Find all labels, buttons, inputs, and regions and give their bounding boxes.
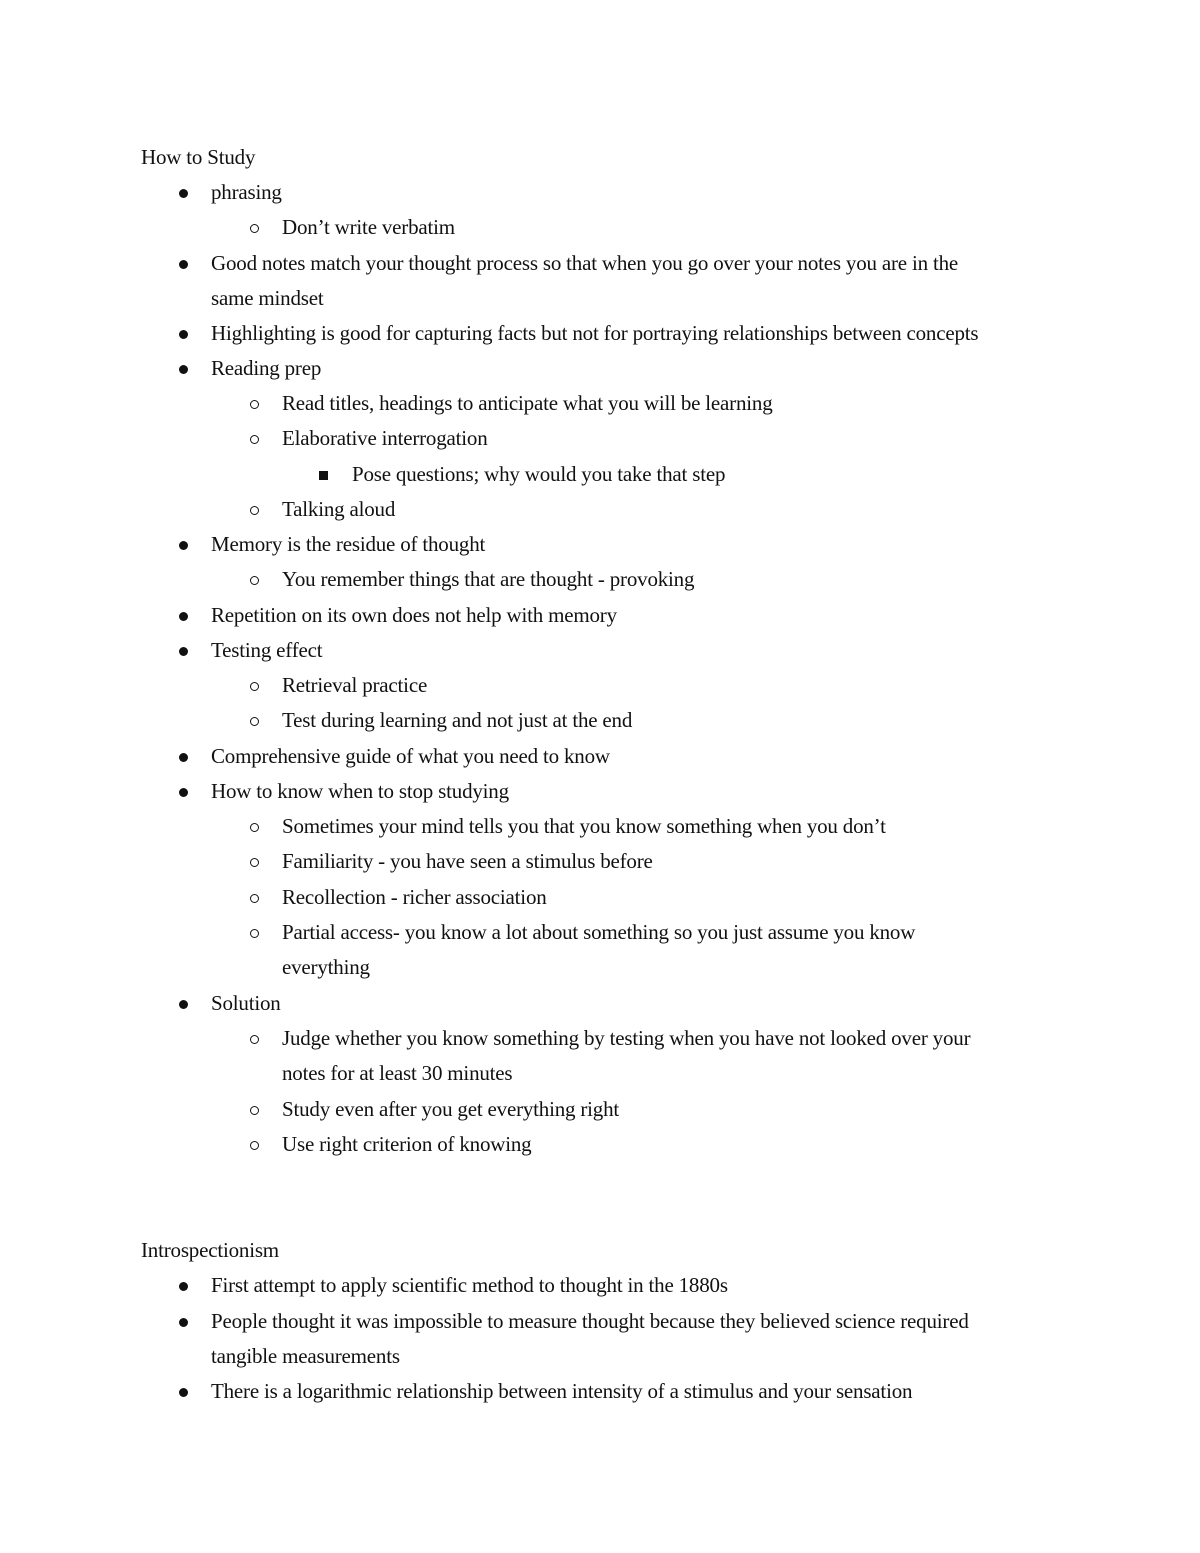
- filled-bullet-icon: [179, 541, 188, 550]
- list-item: Elaborative interrogation: [282, 426, 488, 450]
- list-item: There is a logarithmic relationship between intensity of a stimulus and your sensation: [211, 1379, 913, 1403]
- list-item: Familiarity - you have seen a stimulus before: [282, 849, 653, 873]
- hollow-bullet-icon: [250, 435, 259, 444]
- hollow-bullet-icon: [250, 1035, 259, 1044]
- filled-bullet-icon: [179, 1388, 188, 1397]
- square-bullet-icon: [319, 471, 328, 480]
- hollow-bullet-icon: [250, 823, 259, 832]
- section-heading: Introspectionism: [141, 1238, 279, 1262]
- list-item: Read titles, headings to anticipate what you will be learning: [282, 391, 773, 415]
- list-item: Memory is the residue of thought: [211, 532, 486, 556]
- list-item: Test during learning and not just at the end: [282, 708, 633, 732]
- list-item: phrasing: [211, 180, 282, 204]
- list-item-continuation: tangible measurements: [211, 1344, 400, 1368]
- list-item: You remember things that are thought - provoking: [282, 567, 695, 591]
- list-item-continuation: notes for at least 30 minutes: [282, 1061, 513, 1085]
- filled-bullet-icon: [179, 189, 188, 198]
- filled-bullet-icon: [179, 647, 188, 656]
- filled-bullet-icon: [179, 1282, 188, 1291]
- hollow-bullet-icon: [250, 717, 259, 726]
- list-item: Testing effect: [211, 638, 323, 662]
- hollow-bullet-icon: [250, 224, 259, 233]
- list-item: Use right criterion of knowing: [282, 1132, 532, 1156]
- hollow-bullet-icon: [250, 929, 259, 938]
- list-item: Solution: [211, 991, 281, 1015]
- list-item: Repetition on its own does not help with memory: [211, 603, 617, 627]
- list-item: Pose questions; why would you take that step: [352, 462, 726, 486]
- list-item: Partial access- you know a lot about something so you just assume you know: [282, 920, 916, 944]
- list-item: Reading prep: [211, 356, 322, 380]
- list-item: Recollection - richer association: [282, 885, 547, 909]
- hollow-bullet-icon: [250, 1106, 259, 1115]
- list-item: Study even after you get everything right: [282, 1097, 620, 1121]
- filled-bullet-icon: [179, 365, 188, 374]
- filled-bullet-icon: [179, 1318, 188, 1327]
- list-item: Good notes match your thought process so that when you go over your notes you are in the: [211, 251, 959, 275]
- list-item: Don’t write verbatim: [282, 215, 455, 239]
- list-item: Retrieval practice: [282, 673, 428, 697]
- filled-bullet-icon: [179, 788, 188, 797]
- list-item: Talking aloud: [282, 497, 396, 521]
- list-item: Comprehensive guide of what you need to know: [211, 744, 610, 768]
- list-item: People thought it was impossible to measure thought because they believed science required: [211, 1309, 969, 1333]
- filled-bullet-icon: [179, 612, 188, 621]
- list-item: Sometimes your mind tells you that you know something when you don’t: [282, 814, 886, 838]
- list-item: First attempt to apply scientific method to thought in the 1880s: [211, 1273, 728, 1297]
- filled-bullet-icon: [179, 753, 188, 762]
- section-heading: How to Study: [141, 145, 256, 169]
- hollow-bullet-icon: [250, 858, 259, 867]
- hollow-bullet-icon: [250, 682, 259, 691]
- filled-bullet-icon: [179, 1000, 188, 1009]
- list-item: Highlighting is good for capturing facts but not for portraying relationships between concepts: [211, 321, 979, 345]
- list-item-continuation: same mindset: [211, 286, 324, 310]
- hollow-bullet-icon: [250, 576, 259, 585]
- filled-bullet-icon: [179, 260, 188, 269]
- hollow-bullet-icon: [250, 400, 259, 409]
- hollow-bullet-icon: [250, 506, 259, 515]
- hollow-bullet-icon: [250, 1141, 259, 1150]
- filled-bullet-icon: [179, 330, 188, 339]
- list-item: Judge whether you know something by testing when you have not looked over your: [282, 1026, 971, 1050]
- list-item: How to know when to stop studying: [211, 779, 509, 803]
- list-item-continuation: everything: [282, 955, 370, 979]
- hollow-bullet-icon: [250, 894, 259, 903]
